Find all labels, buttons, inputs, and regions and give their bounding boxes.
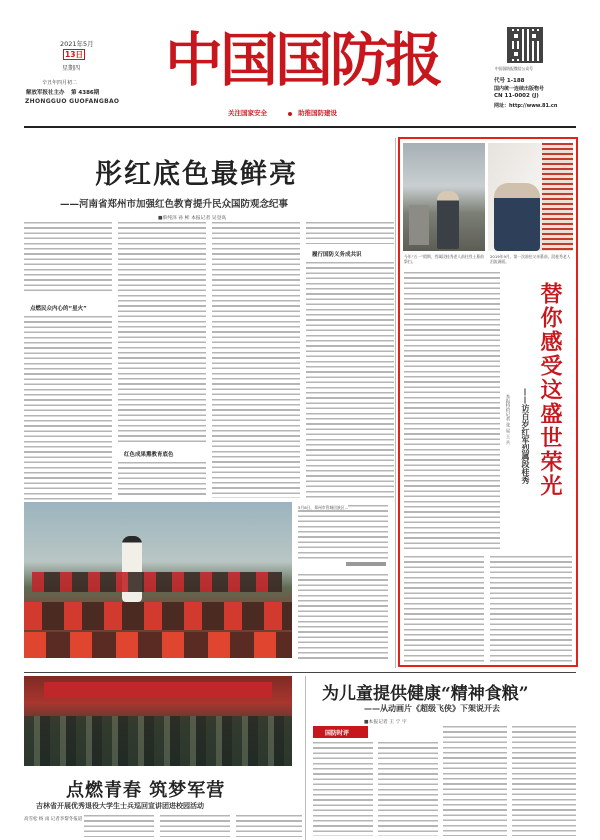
column-tag: [313, 726, 368, 738]
audience-rows: [24, 716, 292, 766]
feature-body-bottom-2: [490, 556, 572, 662]
kids-col-3: [443, 726, 507, 836]
caption-start: 5月8日，郑州市管城回族区…: [298, 505, 349, 510]
crying-woman: [494, 183, 540, 251]
qr-code: [507, 27, 543, 63]
cn-number: CN 11-0002 (J): [494, 93, 539, 99]
memorial-wall: [542, 143, 573, 251]
feature-body-top: [404, 272, 500, 552]
lead-photo-caption: [298, 505, 388, 559]
lead-sub2: 履行国防义务成共识: [312, 252, 362, 258]
lead-col-1: [24, 222, 112, 294]
date-day: 13日: [63, 49, 85, 60]
website: 网址：http://www.81.cn: [494, 103, 558, 109]
qr-caption: 中国国防报微信公众号: [495, 66, 533, 71]
issue-number: 第 4386期: [71, 90, 100, 96]
lead-subhead: ——河南省郑州市加强红色教育提升民众国防观念纪事: [60, 199, 289, 210]
lead-col-2b: [118, 462, 206, 498]
kids-byline: ■本报记者 王 宁 宇: [364, 720, 407, 725]
lead-col-3: [212, 222, 300, 498]
slogan-right: 助推国防建设: [298, 109, 337, 117]
feature-photo-left: [403, 143, 485, 251]
lead-photo-performance: [24, 502, 292, 658]
performers-row-3: [24, 632, 292, 658]
feature-photo-right: [488, 143, 573, 251]
pinyin-title: ZHONGGUO GUOFANGBAO: [25, 98, 120, 105]
feature-byline: 本报特约记者 张 星 王 兵: [505, 394, 510, 445]
tombstone: [409, 205, 429, 245]
divider-mid: [24, 672, 576, 673]
youth-body-1: [84, 815, 154, 837]
column-tag-label: 国防时评: [325, 730, 350, 737]
slogan-bar: [212, 107, 392, 119]
elderly-woman: [437, 191, 459, 249]
youth-subhead: 吉林省开展优秀退役大学生士兵巡回宣讲团进校园活动: [36, 802, 204, 810]
lead-sub3: 红色成果熏教育底色: [124, 452, 174, 458]
lunar-date: 辛丑年四月初二: [42, 80, 78, 86]
youth-photo-seminar: [24, 676, 292, 766]
date-year-month: 2021年5月: [60, 40, 94, 48]
kids-col-1: [313, 742, 373, 836]
lead-photo-credit: [346, 562, 386, 566]
lead-headline: 彤红底色最鲜亮: [95, 159, 298, 190]
white-dress-singer: [122, 536, 142, 602]
feature-subtitle: ——访百岁红军烈属段桂秀: [521, 388, 530, 484]
divider-left-right: [395, 138, 396, 668]
youth-body-2: [160, 815, 230, 837]
cn-label: 国内统一连续出版物号: [494, 86, 545, 92]
kids-headline: 为儿童提供健康“精神食粮”: [322, 684, 529, 704]
kids-col-4: [512, 726, 576, 836]
feature-body-bottom-1: [404, 556, 484, 662]
red-banner: [44, 682, 272, 698]
lead-byline: ■蔡纯泽 孙 彬 本报记者 吴登高: [158, 216, 227, 221]
lead-col-4a: [306, 222, 394, 244]
slogan-left: 关注国家安全: [228, 109, 267, 117]
masthead-divider: [24, 126, 576, 128]
feature-caption-left: 今年“五一”假期，烈属段桂秀老人前往烈士墓前祭扫。: [404, 254, 484, 264]
youth-headline: 点燃青春 筑梦军营: [66, 780, 226, 801]
performers-row-2: [24, 602, 292, 630]
kids-col-2: [378, 742, 438, 836]
newspaper-title: 中国国防报: [165, 26, 441, 94]
lead-col-5: [298, 574, 388, 660]
performers-row-1: [32, 572, 282, 592]
lead-sub1: 点燃民众内心的“星火”: [30, 306, 87, 312]
code-label: 代号 1-188: [494, 78, 525, 84]
publisher: 解放军报社主办: [26, 90, 65, 96]
lead-col-2: [118, 222, 206, 444]
lead-col-1b: [24, 316, 112, 500]
slogan-separator: [288, 112, 292, 116]
divider-bottom: [305, 676, 306, 840]
feature-title: 替你感受这盛世荣光: [537, 282, 563, 498]
youth-byline: 高雪松 杨 雨 记者李黎冬报道: [24, 817, 83, 822]
kids-subhead: ——从动画片《超级飞侠》下架说开去: [364, 704, 500, 713]
youth-body-3: [236, 815, 302, 837]
feature-caption-right: 2019年9月，第一次前往父亲墓前，段桂秀老人泪流满面。: [490, 254, 571, 264]
weekday: 星期四: [62, 65, 81, 72]
masthead: [0, 0, 600, 125]
lead-col-4: [306, 262, 394, 498]
